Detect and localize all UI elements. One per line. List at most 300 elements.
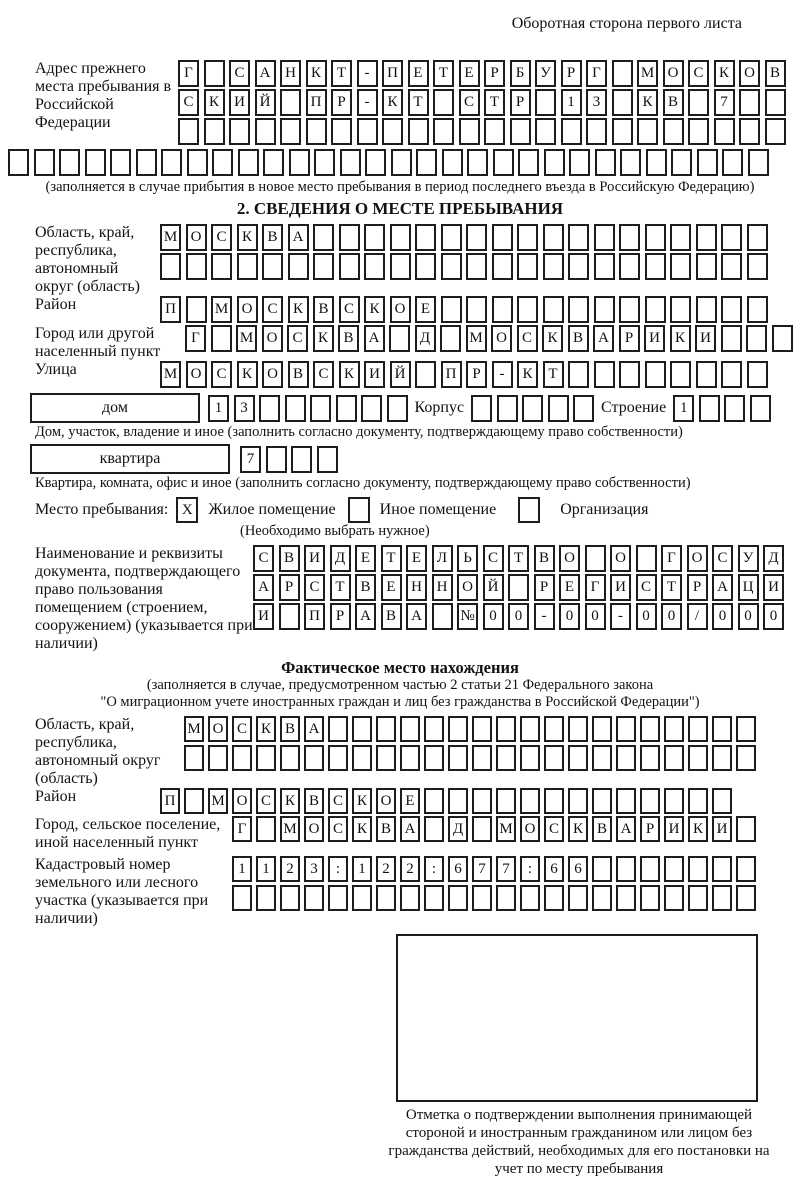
- char-cell: [637, 118, 658, 145]
- char-cell: [211, 253, 232, 280]
- char-cell: 7: [472, 856, 492, 882]
- checkbox-zhiloe: X: [176, 497, 198, 523]
- char-cell: О: [304, 816, 324, 842]
- char-cell: [640, 745, 660, 771]
- char-cell: 0: [508, 603, 529, 630]
- header-note: Оборотная сторона первого листа: [511, 15, 742, 32]
- char-row: [253, 574, 784, 601]
- char-cell: Н: [406, 574, 427, 601]
- char-cell: [568, 361, 589, 388]
- char-cell: [619, 361, 640, 388]
- char-cell: [612, 89, 633, 116]
- char-cell: О: [376, 788, 396, 814]
- char-cell: [670, 224, 691, 251]
- char-cell: Е: [381, 574, 402, 601]
- char-cell: /: [687, 603, 708, 630]
- char-cell: [568, 885, 588, 911]
- char-cell: [612, 118, 633, 145]
- char-cell: [382, 118, 403, 145]
- char-cell: [568, 788, 588, 814]
- char-cell: Р: [687, 574, 708, 601]
- char-cell: [544, 885, 564, 911]
- char-cell: 7: [240, 446, 261, 473]
- char-cell: [592, 788, 612, 814]
- char-cell: [229, 118, 250, 145]
- field-mesto-type: [35, 497, 800, 523]
- char-cell: [415, 253, 436, 280]
- char-cell: [285, 395, 306, 422]
- char-cell: [616, 885, 636, 911]
- char-cell: [585, 545, 606, 572]
- organizatsiya-label: Организация: [560, 501, 649, 518]
- char-cell: [288, 253, 309, 280]
- char-cell: [508, 574, 529, 601]
- char-cell: [433, 118, 454, 145]
- char-cell: [352, 716, 372, 742]
- char-cell: М: [496, 816, 516, 842]
- char-cell: Й: [255, 89, 276, 116]
- char-cell: С: [232, 716, 252, 742]
- field-oblast: [35, 224, 800, 296]
- char-cell: Н: [432, 574, 453, 601]
- char-cell: А: [253, 574, 274, 601]
- char-cell: 0: [738, 603, 759, 630]
- char-cell: [472, 745, 492, 771]
- char-cell: [736, 856, 756, 882]
- char-cell: [314, 149, 335, 176]
- prev-address-note: (заполняется в случае прибытия в новое место пребывания в период последнего въезда в Российскую Федерацию): [45, 179, 755, 195]
- char-cell: Г: [585, 574, 606, 601]
- char-cell: К: [714, 60, 735, 87]
- char-cell: [670, 296, 691, 323]
- char-cell: [85, 149, 106, 176]
- stamp-note: Отметка о подтверждении выполнения принимающей стороной и иностранным гражданином или лицом без гражданства действий, необходимых для его постановки на учет по месту пребывания: [388, 1107, 770, 1177]
- char-cell: [721, 325, 742, 352]
- char-cell: [517, 296, 538, 323]
- char-cell: С: [339, 296, 360, 323]
- char-cell: В: [288, 361, 309, 388]
- stroenie-label: Строение: [601, 399, 667, 416]
- char-cell: И: [229, 89, 250, 116]
- char-cell: [736, 745, 756, 771]
- char-cell: [568, 745, 588, 771]
- char-cell: [313, 224, 334, 251]
- char-cell: [387, 395, 408, 422]
- prev-address-rows: [178, 60, 786, 147]
- char-cell: [696, 296, 717, 323]
- char-cell: [357, 118, 378, 145]
- char-cell: [714, 118, 735, 145]
- char-cell: [186, 296, 207, 323]
- char-cell: [442, 149, 463, 176]
- field-kadastr: [35, 856, 800, 928]
- char-cell: [365, 149, 386, 176]
- char-cell: [496, 885, 516, 911]
- field-kvartira: [30, 444, 800, 474]
- char-cell: [696, 224, 717, 251]
- char-cell: И: [610, 574, 631, 601]
- char-cell: 6: [568, 856, 588, 882]
- char-cell: П: [306, 89, 327, 116]
- char-cell: [520, 716, 540, 742]
- char-cell: П: [304, 603, 325, 630]
- char-cell: :: [520, 856, 540, 882]
- char-cell: [424, 716, 444, 742]
- char-cell: С: [459, 89, 480, 116]
- raion-label: Район: [35, 296, 77, 313]
- char-cell: [492, 296, 513, 323]
- char-cell: [256, 816, 276, 842]
- char-cell: 1: [208, 395, 229, 422]
- dom-cells: [208, 395, 408, 422]
- char-cell: [416, 149, 437, 176]
- char-cell: [696, 253, 717, 280]
- korpus-label: Корпус: [414, 399, 465, 416]
- char-cell: М: [184, 716, 204, 742]
- char-row: [178, 89, 786, 116]
- char-cell: [640, 856, 660, 882]
- char-cell: [721, 361, 742, 388]
- kvartira-note: Квартира, комната, офис и иное (заполнить согласно документу, подтверждающему право собственности): [35, 475, 691, 491]
- char-row: [178, 118, 786, 145]
- char-cell: К: [313, 325, 334, 352]
- char-cell: [204, 118, 225, 145]
- char-cell: В: [262, 224, 283, 251]
- char-cell: Е: [406, 545, 427, 572]
- char-cell: Р: [466, 361, 487, 388]
- mesto-note: (Необходимо выбрать нужное): [240, 523, 430, 539]
- char-cell: [289, 149, 310, 176]
- char-cell: [535, 89, 556, 116]
- char-row: [160, 361, 768, 388]
- char-cell: [736, 885, 756, 911]
- char-cell: [328, 885, 348, 911]
- char-cell: [573, 395, 594, 422]
- char-cell: [712, 716, 732, 742]
- char-cell: [424, 788, 444, 814]
- char-cell: [178, 118, 199, 145]
- char-cell: Г: [178, 60, 199, 87]
- char-cell: [466, 296, 487, 323]
- char-row: [253, 603, 784, 630]
- char-cell: [232, 885, 252, 911]
- char-cell: Е: [355, 545, 376, 572]
- char-cell: [568, 224, 589, 251]
- char-cell: [664, 745, 684, 771]
- char-cell: Т: [381, 545, 402, 572]
- field-dom: [30, 393, 800, 423]
- char-cell: А: [400, 816, 420, 842]
- char-cell: -: [357, 60, 378, 87]
- char-cell: 7: [714, 89, 735, 116]
- char-cell: [466, 253, 487, 280]
- char-cell: [569, 149, 590, 176]
- char-cell: [739, 118, 760, 145]
- char-cell: И: [253, 603, 274, 630]
- char-cell: Р: [279, 574, 300, 601]
- char-cell: Г: [232, 816, 252, 842]
- char-row: [232, 885, 756, 911]
- char-cell: С: [304, 574, 325, 601]
- char-cell: С: [483, 545, 504, 572]
- char-cell: В: [376, 816, 396, 842]
- char-cell: [688, 885, 708, 911]
- char-cell: [160, 253, 181, 280]
- char-cell: [34, 149, 55, 176]
- char-cell: [492, 224, 513, 251]
- mesto-label: Место пребывания:: [35, 501, 169, 518]
- char-cell: [352, 745, 372, 771]
- char-cell: С: [253, 545, 274, 572]
- char-cell: [645, 253, 666, 280]
- char-cell: -: [534, 603, 555, 630]
- char-cell: [208, 745, 228, 771]
- char-cell: Т: [508, 545, 529, 572]
- char-cell: [510, 118, 531, 145]
- char-cell: О: [559, 545, 580, 572]
- char-cell: [472, 716, 492, 742]
- char-cell: [721, 296, 742, 323]
- char-cell: Т: [661, 574, 682, 601]
- char-cell: [361, 395, 382, 422]
- char-cell: Т: [408, 89, 429, 116]
- char-cell: Р: [510, 89, 531, 116]
- char-cell: Е: [415, 296, 436, 323]
- char-cell: [594, 224, 615, 251]
- char-cell: [736, 816, 756, 842]
- char-cell: [266, 446, 287, 473]
- char-cell: [280, 885, 300, 911]
- char-cell: [492, 253, 513, 280]
- char-cell: [408, 118, 429, 145]
- gorod-label: Город или другой населенный пункт: [35, 325, 161, 360]
- char-cell: [595, 149, 616, 176]
- char-cell: Д: [448, 816, 468, 842]
- fact-section: [0, 658, 800, 1178]
- char-cell: У: [738, 545, 759, 572]
- char-cell: [390, 224, 411, 251]
- char-cell: [364, 224, 385, 251]
- char-cell: [592, 745, 612, 771]
- char-cell: [664, 856, 684, 882]
- checkbox-inoe: [348, 497, 370, 523]
- kvartira-cells: [240, 446, 338, 473]
- char-cell: [721, 224, 742, 251]
- char-cell: А: [406, 603, 427, 630]
- char-cell: 3: [304, 856, 324, 882]
- char-cell: [688, 89, 709, 116]
- char-cell: [544, 745, 564, 771]
- char-cell: [640, 716, 660, 742]
- char-cell: 1: [561, 89, 582, 116]
- char-cell: К: [517, 361, 538, 388]
- char-cell: В: [568, 325, 589, 352]
- char-cell: [688, 118, 709, 145]
- char-cell: [415, 361, 436, 388]
- char-cell: [616, 788, 636, 814]
- char-cell: М: [637, 60, 658, 87]
- char-cell: [331, 118, 352, 145]
- char-cell: [535, 118, 556, 145]
- char-cell: 1: [256, 856, 276, 882]
- char-cell: [543, 253, 564, 280]
- char-cell: [459, 118, 480, 145]
- char-cell: О: [262, 361, 283, 388]
- char-row: [232, 856, 756, 882]
- char-row: [160, 296, 768, 323]
- char-cell: [441, 253, 462, 280]
- char-cell: [520, 885, 540, 911]
- char-cell: И: [712, 816, 732, 842]
- char-cell: [232, 745, 252, 771]
- char-cell: С: [544, 816, 564, 842]
- char-cell: К: [256, 716, 276, 742]
- char-cell: [699, 395, 720, 422]
- char-cell: [339, 253, 360, 280]
- char-cell: [664, 885, 684, 911]
- korpus-cells: [471, 395, 594, 422]
- char-cell: [376, 745, 396, 771]
- char-cell: О: [739, 60, 760, 87]
- field-document: [35, 545, 800, 653]
- char-cell: [376, 885, 396, 911]
- char-cell: [184, 745, 204, 771]
- char-cell: И: [664, 816, 684, 842]
- char-cell: [561, 118, 582, 145]
- char-cell: [263, 149, 284, 176]
- char-cell: [645, 224, 666, 251]
- char-cell: М: [236, 325, 257, 352]
- char-cell: Е: [559, 574, 580, 601]
- char-row: [184, 716, 756, 742]
- char-cell: 0: [661, 603, 682, 630]
- char-cell: [391, 149, 412, 176]
- char-cell: [441, 224, 462, 251]
- char-cell: [640, 885, 660, 911]
- char-cell: [279, 603, 300, 630]
- char-cell: [544, 149, 565, 176]
- char-cell: [328, 716, 348, 742]
- char-cell: -: [357, 89, 378, 116]
- char-cell: [594, 296, 615, 323]
- char-cell: [568, 716, 588, 742]
- char-cell: [712, 885, 732, 911]
- char-cell: [670, 361, 691, 388]
- char-cell: [518, 149, 539, 176]
- char-cell: А: [255, 60, 276, 87]
- char-cell: Б: [510, 60, 531, 87]
- char-cell: [544, 716, 564, 742]
- char-cell: [616, 745, 636, 771]
- char-cell: [619, 296, 640, 323]
- char-cell: М: [211, 296, 232, 323]
- char-cell: И: [644, 325, 665, 352]
- char-cell: [620, 149, 641, 176]
- char-cell: К: [237, 224, 258, 251]
- char-cell: [739, 89, 760, 116]
- char-cell: [645, 296, 666, 323]
- char-cell: [592, 885, 612, 911]
- char-cell: Н: [280, 60, 301, 87]
- ulitsa-label: Улица: [35, 361, 77, 378]
- char-cell: С: [256, 788, 276, 814]
- char-cell: А: [304, 716, 324, 742]
- char-cell: В: [765, 60, 786, 87]
- fact-title: Фактическое место нахождения: [281, 658, 519, 677]
- char-cell: 0: [585, 603, 606, 630]
- char-cell: [400, 885, 420, 911]
- char-cell: [280, 89, 301, 116]
- char-cell: [340, 149, 361, 176]
- char-cell: С: [328, 788, 348, 814]
- char-cell: 2: [376, 856, 396, 882]
- char-cell: Й: [390, 361, 411, 388]
- char-cell: [721, 253, 742, 280]
- char-cell: 2: [400, 856, 420, 882]
- char-cell: [663, 118, 684, 145]
- char-cell: О: [390, 296, 411, 323]
- char-cell: [433, 89, 454, 116]
- kadastr-label: Кадастровый номер земельного или лесного участка (указывается при наличии): [35, 856, 209, 927]
- fact-note-line2: "О миграционном учете иностранных граждан и лиц без гражданства в Российской Федерации"): [100, 694, 700, 710]
- char-cell: [432, 603, 453, 630]
- field-fact-raion: [35, 788, 800, 814]
- char-cell: [352, 885, 372, 911]
- char-cell: [400, 716, 420, 742]
- char-cell: [619, 253, 640, 280]
- char-cell: [548, 395, 569, 422]
- char-cell: [586, 118, 607, 145]
- stamp-box: [396, 934, 758, 1102]
- char-cell: [339, 224, 360, 251]
- char-cell: К: [352, 816, 372, 842]
- char-cell: В: [304, 788, 324, 814]
- char-cell: [186, 253, 207, 280]
- char-cell: [484, 118, 505, 145]
- char-cell: [496, 716, 516, 742]
- char-cell: М: [466, 325, 487, 352]
- char-cell: О: [457, 574, 478, 601]
- char-cell: 6: [448, 856, 468, 882]
- char-cell: О: [687, 545, 708, 572]
- char-cell: [280, 745, 300, 771]
- char-cell: [472, 885, 492, 911]
- char-cell: Г: [586, 60, 607, 87]
- char-cell: [256, 745, 276, 771]
- char-cell: [697, 149, 718, 176]
- char-cell: [670, 253, 691, 280]
- char-cell: [472, 816, 492, 842]
- char-cell: [390, 253, 411, 280]
- char-cell: Л: [432, 545, 453, 572]
- char-cell: К: [568, 816, 588, 842]
- char-cell: [746, 325, 767, 352]
- field-fact-oblast: [35, 716, 800, 788]
- char-cell: С: [517, 325, 538, 352]
- char-cell: [712, 856, 732, 882]
- char-cell: В: [592, 816, 612, 842]
- char-cell: К: [352, 788, 372, 814]
- char-cell: М: [280, 816, 300, 842]
- char-row: [160, 224, 768, 251]
- char-cell: [441, 296, 462, 323]
- char-cell: В: [355, 574, 376, 601]
- char-cell: С: [287, 325, 308, 352]
- char-cell: Е: [408, 60, 429, 87]
- char-cell: [544, 788, 564, 814]
- char-cell: [747, 361, 768, 388]
- dom-box: дом: [30, 393, 200, 423]
